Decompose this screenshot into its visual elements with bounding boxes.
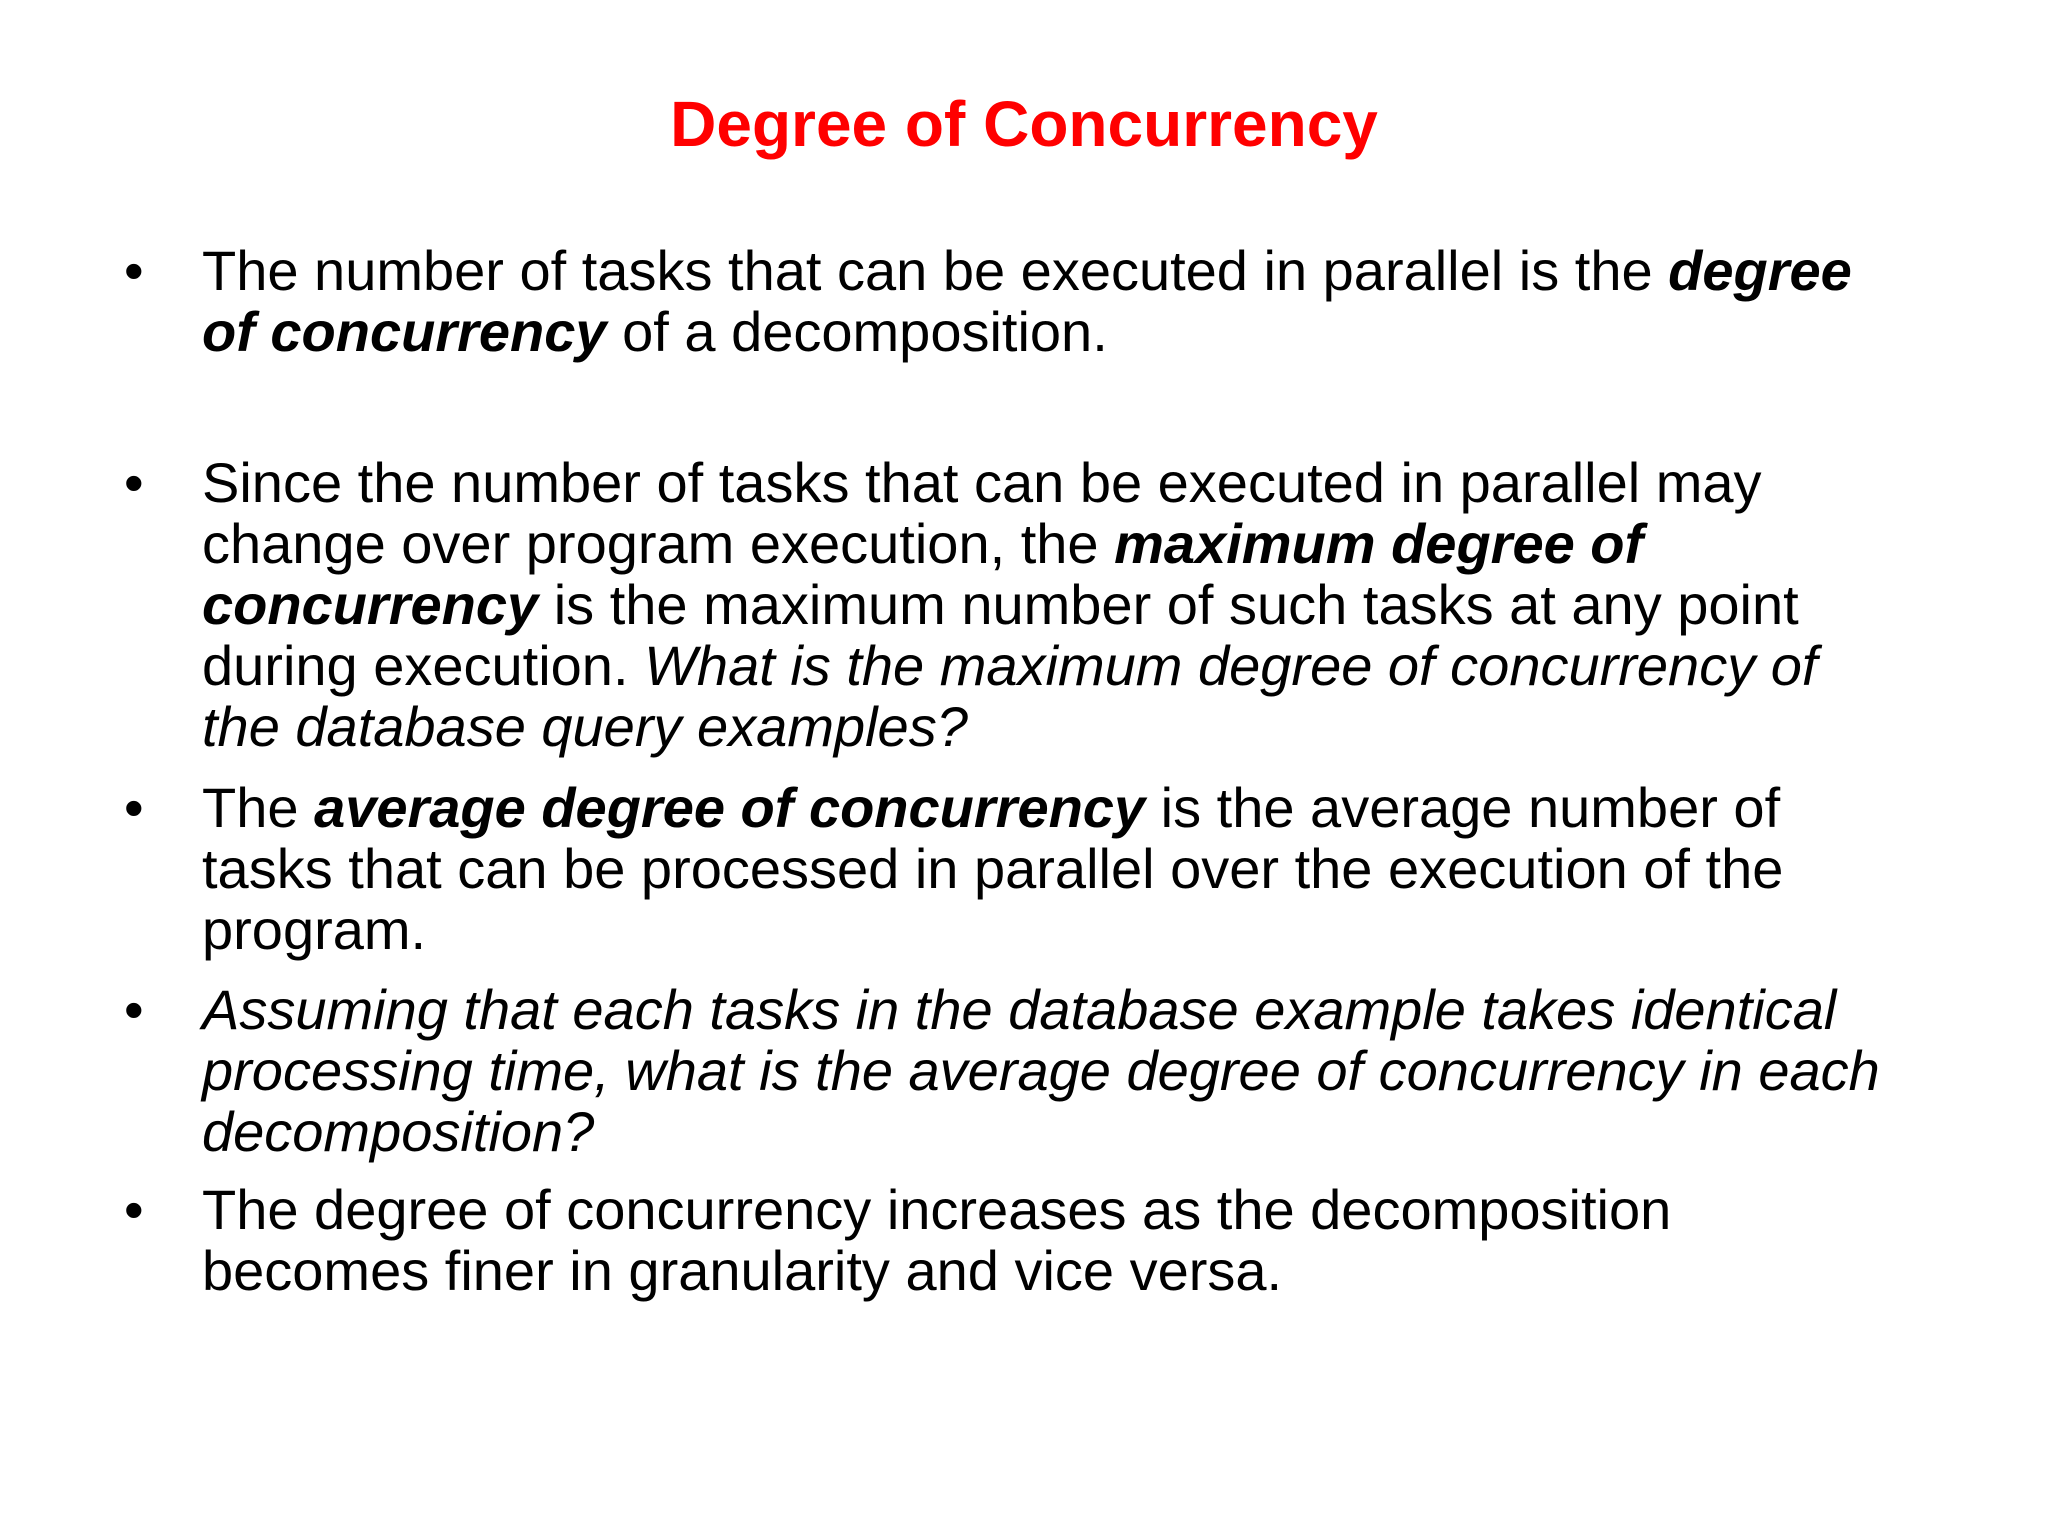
bullet-text: the database query examples? — [202, 695, 968, 758]
bullet-text: program. — [202, 898, 427, 961]
bullet-text: decomposition? — [202, 1100, 595, 1163]
bullet-marker: • — [124, 239, 144, 302]
bullet-text: The degree of concurrency increases as the decomposition — [202, 1178, 1672, 1241]
bullet-text: change over program execution, the maximum degree of — [202, 512, 1644, 575]
bullet-text: tasks that can be processed in parallel over the execution of the — [202, 837, 1784, 900]
bullet-marker: • — [124, 1178, 144, 1241]
bullet-text: The number of tasks that can be executed in parallel is the degree — [202, 239, 1852, 302]
bullet-text: The average degree of concurrency is the average number of — [202, 776, 1781, 839]
bullet-marker: • — [124, 978, 144, 1041]
bullet-text: of concurrency of a decomposition. — [202, 300, 1108, 363]
bullet-text: Since the number of tasks that can be executed in parallel may — [202, 451, 1762, 514]
slide-title: Degree of Concurrency — [670, 88, 1378, 160]
bullet-marker: • — [124, 451, 144, 514]
bullet-text: processing time, what is the average degree of concurrency in each — [202, 1039, 1880, 1102]
bullet-text: Assuming that each tasks in the database example takes identical — [202, 978, 1837, 1041]
bullet-text: becomes finer in granularity and vice versa. — [202, 1239, 1283, 1302]
bullet-marker: • — [124, 776, 144, 839]
bullet-text: during execution. What is the maximum degree of concurrency of — [202, 634, 1818, 697]
bullet-text: concurrency is the maximum number of such tasks at any point — [202, 573, 1799, 636]
